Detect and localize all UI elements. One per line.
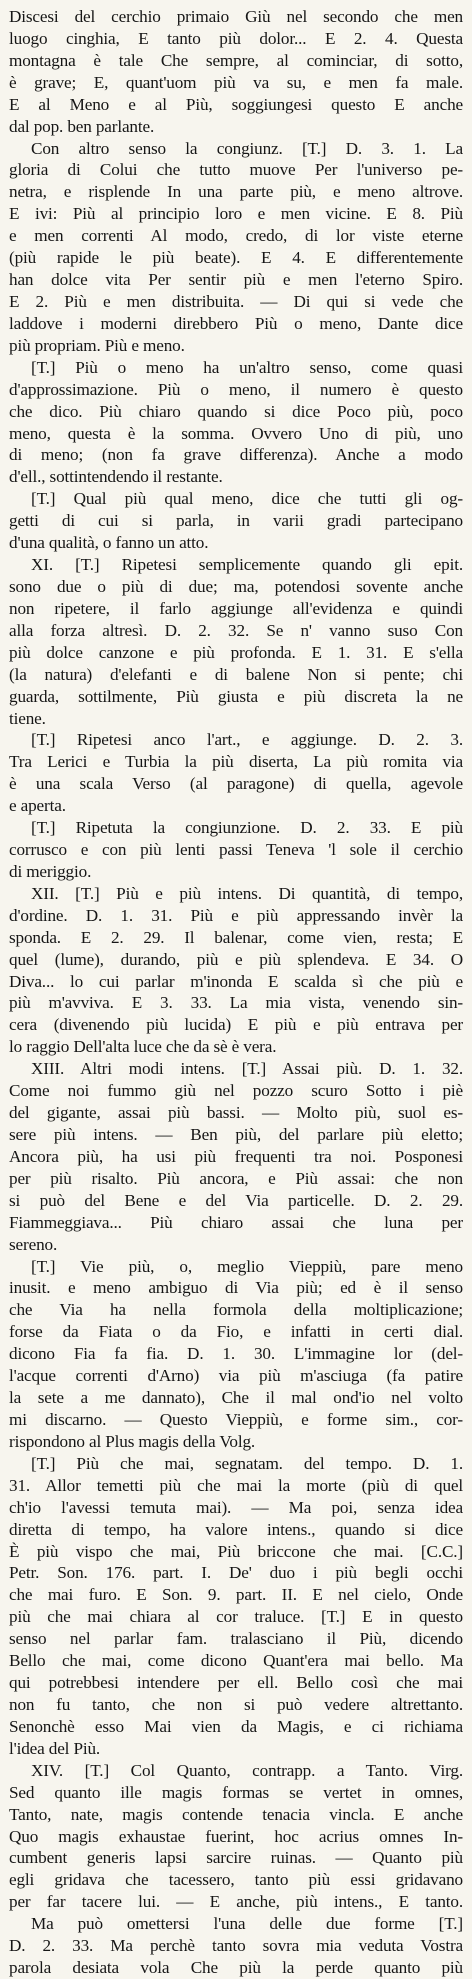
text-line: [T.] Vie più, o, meglio Vieppiù, pare meno <box>31 1256 463 1276</box>
text-line: non ripetere, il farlo aggiunge all'evidenza e quindi <box>9 598 463 618</box>
text-line: [T.] Più o meno ha un'altro senso, come quasi <box>31 357 463 377</box>
text-line: rispondono al Plus magis della Volg. <box>9 1431 256 1451</box>
text-line: mi discarno. — Questo Vieppiù, e forme sim., cor- <box>9 1410 463 1429</box>
text-line: [T.] Più che mai, segnatam. del tempo. D. 1. <box>31 1453 463 1473</box>
text-line: più m'avviva. E 3. 33. La mia vista, venendo sin- <box>9 993 463 1013</box>
text-line: l'acque correnti d'Arno) via più m'asciuga (fa patire <box>9 1366 463 1386</box>
text-line: diretta di tempo, ha valore intens., quando si dice <box>9 1519 463 1539</box>
text-line: gloria di Colui che tutto muove Per l'universo pe- <box>9 160 463 180</box>
text-line: tiene. <box>9 708 46 728</box>
text-line: sono due o più di due; ma, potendosi sovente anche <box>9 576 463 596</box>
text-line: e aperta. <box>9 796 66 816</box>
text-line: meno, questa è la somma. Ovvero Uno di più, uno <box>9 423 463 443</box>
text-line: che Via ha nella formola della moltiplicazione; <box>9 1300 463 1320</box>
text-line: laddove i moderni direbbero Più o meno, Dante dice <box>9 313 463 333</box>
text-line: dicono Fia fa fia. D. 1. 30. L'immagine lor (del- <box>9 1344 463 1364</box>
text-line: Tra Lerici e Turbia la più diserta, La più romita via <box>9 752 463 772</box>
text-line: più propriam. Più e meno. <box>9 335 185 355</box>
text-line: E ivi: Più al principio loro e men vicine. E 8. Più <box>9 204 463 224</box>
text-line: Come noi fummo giù nel pozzo scuro Sotto i piè <box>9 1081 463 1101</box>
text-line: cera (divenendo più lucida) E più e più entrava per <box>9 1015 463 1035</box>
text-line: sponda. E 2. 29. Il balenar, come vien, resta; E <box>9 927 463 947</box>
text-line: per far tacere lui. — E anche, più intens., E tanto. <box>9 1892 463 1912</box>
text-line: l'idea del Più. <box>9 1738 101 1758</box>
text-line: dal pop. ben parlante. <box>9 116 155 136</box>
text-line: E 2. Più e men distribuita. — Di qui si vede che <box>9 291 463 311</box>
text-line: parola desiata vola Che più la perde quanto più <box>9 1958 463 1978</box>
text-line: cumbent generis lapsi sarcire ruinas. — Quanto più <box>9 1848 463 1868</box>
text-line: è grave; E, quant'uom più va su, e men fa male. <box>9 72 463 92</box>
text-line: Tanto, nate, magis contende tenacia vincla. E anche <box>9 1804 463 1824</box>
text-line: sere più intens. — Ben più, del parlare più eletto; <box>9 1125 463 1145</box>
text-line: quel (lume), durando, più e più splendeva. E 34. O <box>9 949 463 969</box>
text-line: è una scala Verso (al paragone) di quella, agevole <box>9 774 463 794</box>
text-line: corrusco e con più lenti passi Teneva 'l sole il cerchio <box>9 840 463 860</box>
text-line: Con altro senso la congiunz. [T.] D. 3. 1. La <box>31 138 463 158</box>
text-line: Bello che mai, come dicono Quant'era mai bello. Ma <box>9 1651 463 1671</box>
text-line: qui potrebbesi intendere per ell. Bello così che mai <box>9 1673 463 1693</box>
text-line: (la natura) d'elefanti e di balene Non si pente; chi <box>9 664 463 684</box>
text-line: più che mai chiara al cor traluce. [T.] E in questo <box>9 1607 463 1627</box>
text-line: di meno; (non fa grave differenza). Anche a modo <box>9 445 463 465</box>
text-line: forse da Fiata o da Fio, e infatti in certi dial. <box>9 1322 463 1342</box>
text-line: si può del Bene e del Via particelle. D. 2. 29. <box>9 1190 463 1210</box>
text-line: guarda, sottilmente, Più giusta e più discreta la ne <box>9 686 463 706</box>
text-line: Ma può omettersi l'una delle due forme [T.] <box>31 1914 463 1934</box>
text-line: XIV. [T.] Col Quanto, contrapp. a Tanto. Virg. <box>31 1760 463 1780</box>
text-line: del gigante, assai più bassi. — Molto più, suol es- <box>9 1103 463 1123</box>
text-line: egli gridava che tacessero, tanto più essi gridavano <box>9 1870 463 1890</box>
text-line: la sete a me dannato), Che il mal ond'io nel volto <box>9 1388 463 1408</box>
text-line: [T.] Ripetuta la congiunzione. D. 2. 33. E più <box>31 818 463 838</box>
text-line: [T.] Qual più qual meno, dice che tutti gli og- <box>31 489 463 509</box>
text-line: XIII. Altri modi intens. [T.] Assai più. D. 1. 32. <box>31 1059 463 1079</box>
text-line: inusit. e meno ambiguo di Via più; ed è il senso <box>9 1278 463 1298</box>
text-line: D. 2. 33. Ma perchè tanto sovra mia veduta Vostra <box>9 1936 463 1956</box>
text-line: d'approssimazione. Più o meno, il numero è questo <box>9 379 463 399</box>
text-line: XII. [T.] Più e più intens. Di quantità, di tempo, <box>31 883 463 903</box>
text-line: per più risalto. Più ancora, e Più assai: che non <box>9 1168 463 1188</box>
text-line: senso nel parlar fam. tralasciano il Più, dicendo <box>9 1629 463 1649</box>
text-line: Diva... lo cui parlar m'inonda E scalda sì che più e <box>9 971 463 991</box>
text-line: [T.] Ripetesi anco l'art., e aggiunge. D. 2. 3. <box>31 730 463 750</box>
text-line: Petr. Son. 176. part. I. De' duo i più begli occhi <box>9 1563 463 1583</box>
text-line: han dolce vita Per sentir più e men l'eterno Spiro. <box>9 270 463 290</box>
text-line: È più vispo che mai, Più briccone che mai. [C.C.] <box>9 1541 463 1561</box>
text-line: luogo cinghia, E tanto più dolor... E 2. 4. Questa <box>9 28 463 48</box>
text-line: Quo magis exhaustae fuerint, hoc acrius omnes In- <box>9 1826 463 1846</box>
text-line: ch'io l'avessi temuta mai). — Ma poi, senza idea <box>9 1497 463 1517</box>
text-line: alla forza altresì. D. 2. 32. Se n' vanno suso Con <box>9 620 463 640</box>
text-line: d'una qualità, o fanno un atto. <box>9 533 209 553</box>
text-line: Ancora più, ha usi più frequenti tra noi. Posponesi <box>9 1146 463 1166</box>
text-line: lo raggio Dell'alta luce che da sè è vera. <box>9 1037 277 1057</box>
text-line: Senonchè esso Mai vien da Magis, e ci richiama <box>9 1716 463 1736</box>
text-line: d'ordine. D. 1. 31. Più e più appressando invèr la <box>9 905 463 925</box>
text-line: E al Meno e al Più, soggiungesi questo E anche <box>9 94 463 114</box>
text-line: montagna è tale Che sempre, al cominciar, di sotto, <box>9 50 463 70</box>
text-line: che dico. Più chiaro quando si dice Poco più, poco <box>9 401 463 421</box>
text-line: che mai furo. E Son. 9. part. II. E nel cielo, Onde <box>9 1585 463 1605</box>
text-line: di meriggio. <box>9 861 92 881</box>
text-line: più dolce canzone e più profonda. E 1. 31. E s'ella <box>9 642 463 662</box>
text-line: (più rapide le più beate). E 4. E differentemente <box>9 248 463 268</box>
text-line: Discesi del cerchio primaio Giù nel secondo che men <box>9 7 463 26</box>
text-line: Sed quanto ille magis formas se vertet in omnes, <box>9 1782 463 1802</box>
text-line: d'ell., sottintendendo il restante. <box>9 467 223 487</box>
text-line: netra, e risplende In una parte più, e meno altrove. <box>9 182 463 202</box>
text-line: XI. [T.] Ripetesi semplicemente quando gli epit. <box>31 555 463 575</box>
text-line: 31. Allor temetti più che mai la morte (più di quel <box>9 1475 463 1495</box>
text-line: getti di cui si parla, in varii gradi partecipano <box>9 511 463 531</box>
text-line: Fiammeggiava... Più chiaro assai che luna per <box>9 1212 463 1232</box>
text-line: sereno. <box>9 1234 58 1254</box>
text-line: e men correnti Al modo, credo, di lor viste eterne <box>9 226 463 246</box>
text-line: non fu tanto, che non si può vedere altrettanto. <box>9 1694 463 1714</box>
